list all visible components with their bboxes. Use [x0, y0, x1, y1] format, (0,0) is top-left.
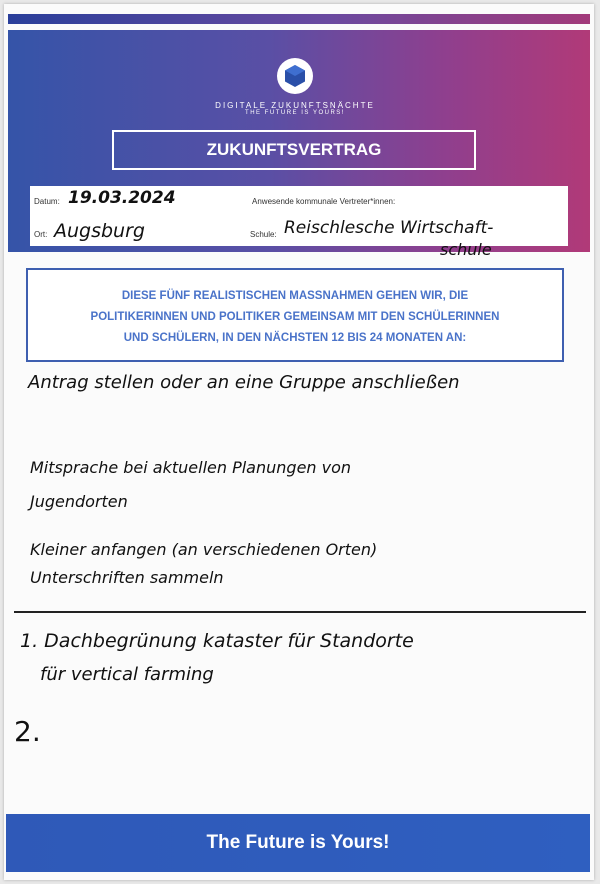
brand-logo: [277, 58, 313, 94]
handwritten-item-1-line-2: für vertical farming: [40, 664, 214, 685]
info-panel: [30, 186, 568, 246]
hexagon-logo-icon: [282, 63, 308, 89]
schule-value-continued: schule: [440, 240, 492, 259]
instructions-line-2: POLITIKERINNEN UND POLITIKER GEMEINSAM MIT DEN SCHÜLERINNEN: [90, 311, 500, 323]
top-color-strip: [8, 14, 590, 24]
schule-value: Reischlesche Wirtschaft-: [284, 218, 494, 238]
footer-banner: [6, 814, 590, 872]
handwritten-divider-line: [14, 611, 586, 613]
instructions-box: [26, 268, 564, 362]
instructions-line-3: UND SCHÜLERN, IN DEN NÄCHSTEN 12 BIS 24 MONATEN AN:: [123, 332, 467, 344]
ort-label: Ort:: [34, 230, 48, 239]
brand-tagline: THE FUTURE IS YOURS!: [245, 110, 345, 116]
footer-slogan: The Future is Yours!: [206, 832, 390, 853]
datum-label: Datum:: [34, 197, 60, 206]
handwritten-item-1-line-1: 1. Dachbegrünung kataster für Standorte: [20, 630, 414, 652]
handwritten-item-b-line-2: Jugendorten: [30, 492, 128, 511]
document-title: ZUKUNFTSVERTRAG: [112, 130, 476, 170]
handwritten-item-a: Antrag stellen oder an eine Gruppe anschließen: [28, 372, 460, 393]
handwritten-item-b-line-1: Mitsprache bei aktuellen Planungen von: [30, 458, 352, 477]
handwritten-item-c-line-1: Kleiner anfangen (an verschiedenen Orten): [30, 540, 378, 559]
instructions-line-1: DIESE FÜNF REALISTISCHEN MASSNAHMEN GEHEN WIR, DIE: [121, 290, 469, 302]
brand-name: DIGITALE ZUKUNFTSNÄCHTE: [215, 101, 375, 110]
datum-value: 19.03.2024: [68, 188, 176, 208]
ort-value: Augsburg: [54, 220, 145, 242]
handwritten-item-c-line-2: Unterschriften sammeln: [30, 568, 224, 587]
vertreter-label: Anwesende kommunale Vertreter*innen:: [252, 197, 396, 206]
schule-label: Schule:: [250, 230, 277, 239]
handwritten-item-2: 2.: [14, 715, 41, 748]
